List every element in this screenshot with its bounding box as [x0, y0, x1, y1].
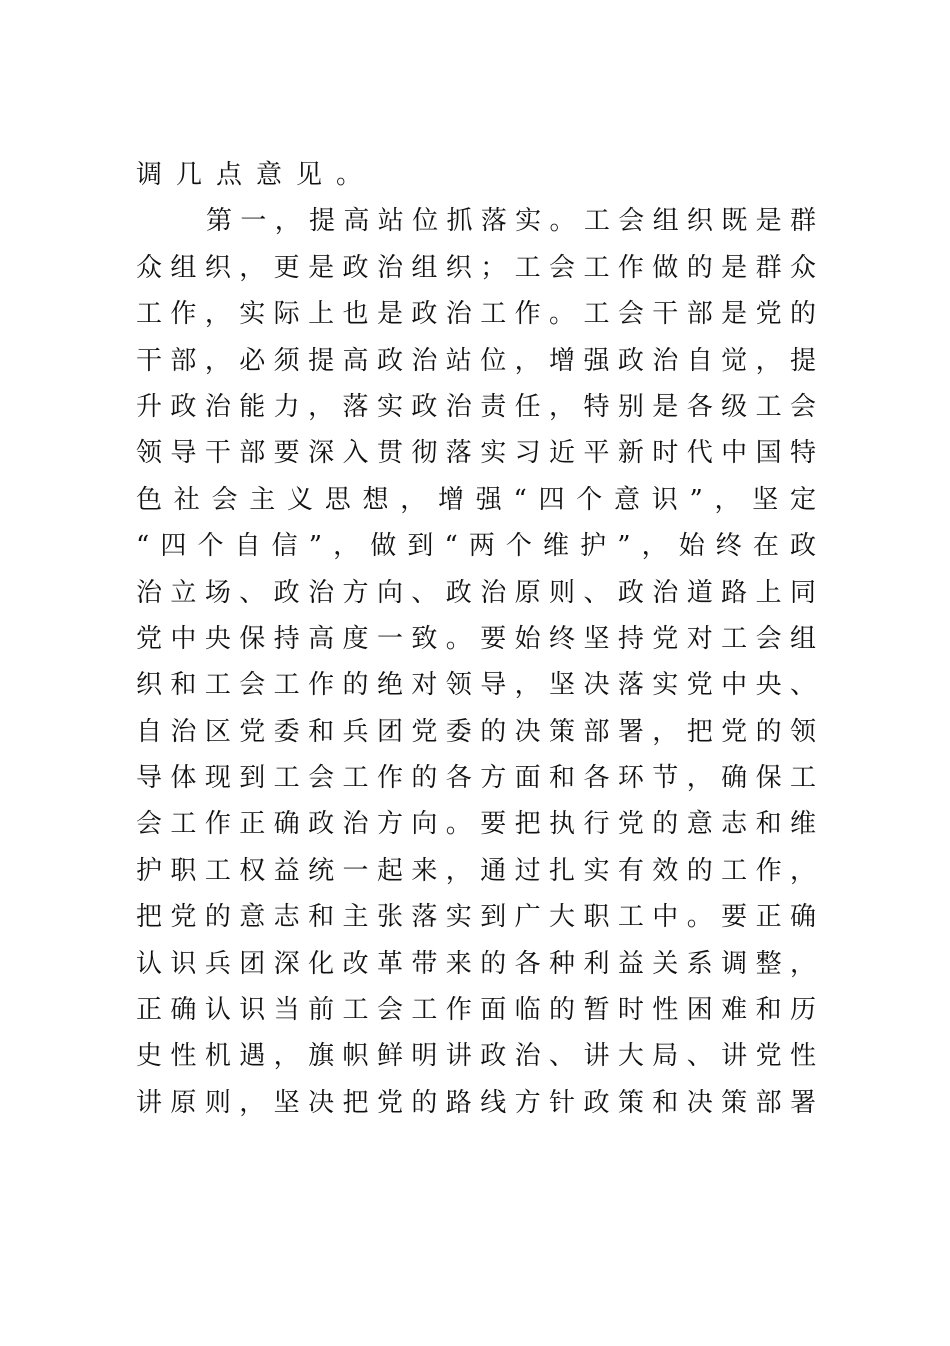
text-line: 正确认识当前工会工作面临的暂时性困难和历 — [136, 995, 816, 1026]
text-line: 自治区党委和兵团党委的决策部署，把党的领 — [136, 716, 816, 747]
text-line: 护职工权益统一起来，通过扎实有效的工作， — [136, 855, 816, 886]
text-line: 领导干部要深入贯彻落实习近平新时代中国特 — [136, 438, 816, 469]
text-line: 史性机遇，旗帜鲜明讲政治、讲大局、讲党性 — [136, 1041, 816, 1072]
text-line: 把党的意志和主张落实到广大职工中。要正确 — [136, 902, 816, 933]
text-line: 讲原则，坚决把党的路线方针政策和决策部署 — [136, 1087, 816, 1118]
text-line: 升政治能力，落实政治责任，特别是各级工会 — [136, 391, 816, 422]
body-text — [136, 152, 816, 1126]
text-line: 工作，实际上也是政治工作。工会干部是党的 — [136, 299, 816, 330]
text-line: 认识兵团深化改革带来的各种利益关系调整， — [136, 948, 816, 979]
text-line: 导体现到工会工作的各方面和各环节，确保工 — [136, 763, 816, 794]
text-line: 治立场、政治方向、政治原则、政治道路上同 — [136, 577, 816, 608]
text-line: 会工作正确政治方向。要把执行党的意志和维 — [136, 809, 816, 840]
text-line: 色社会主义思想，增强“四个意识”，坚定 — [136, 484, 816, 515]
text-line: “四个自信”，做到“两个维护”，始终在政 — [136, 531, 816, 562]
text-line: 干部，必须提高政治站位，增强政治自觉，提 — [136, 345, 816, 376]
text-line: 众组织，更是政治组织；工会工作做的是群众 — [136, 252, 816, 283]
text-line: 党中央保持高度一致。要始终坚持党对工会组 — [136, 623, 816, 654]
paragraph-first-line: 第一，提高站位抓落实。工会组织既是群 — [206, 206, 816, 237]
text-line: 织和工会工作的绝对领导，坚决落实党中央、 — [136, 670, 816, 701]
text-line: 调几点意见。 — [136, 160, 377, 190]
